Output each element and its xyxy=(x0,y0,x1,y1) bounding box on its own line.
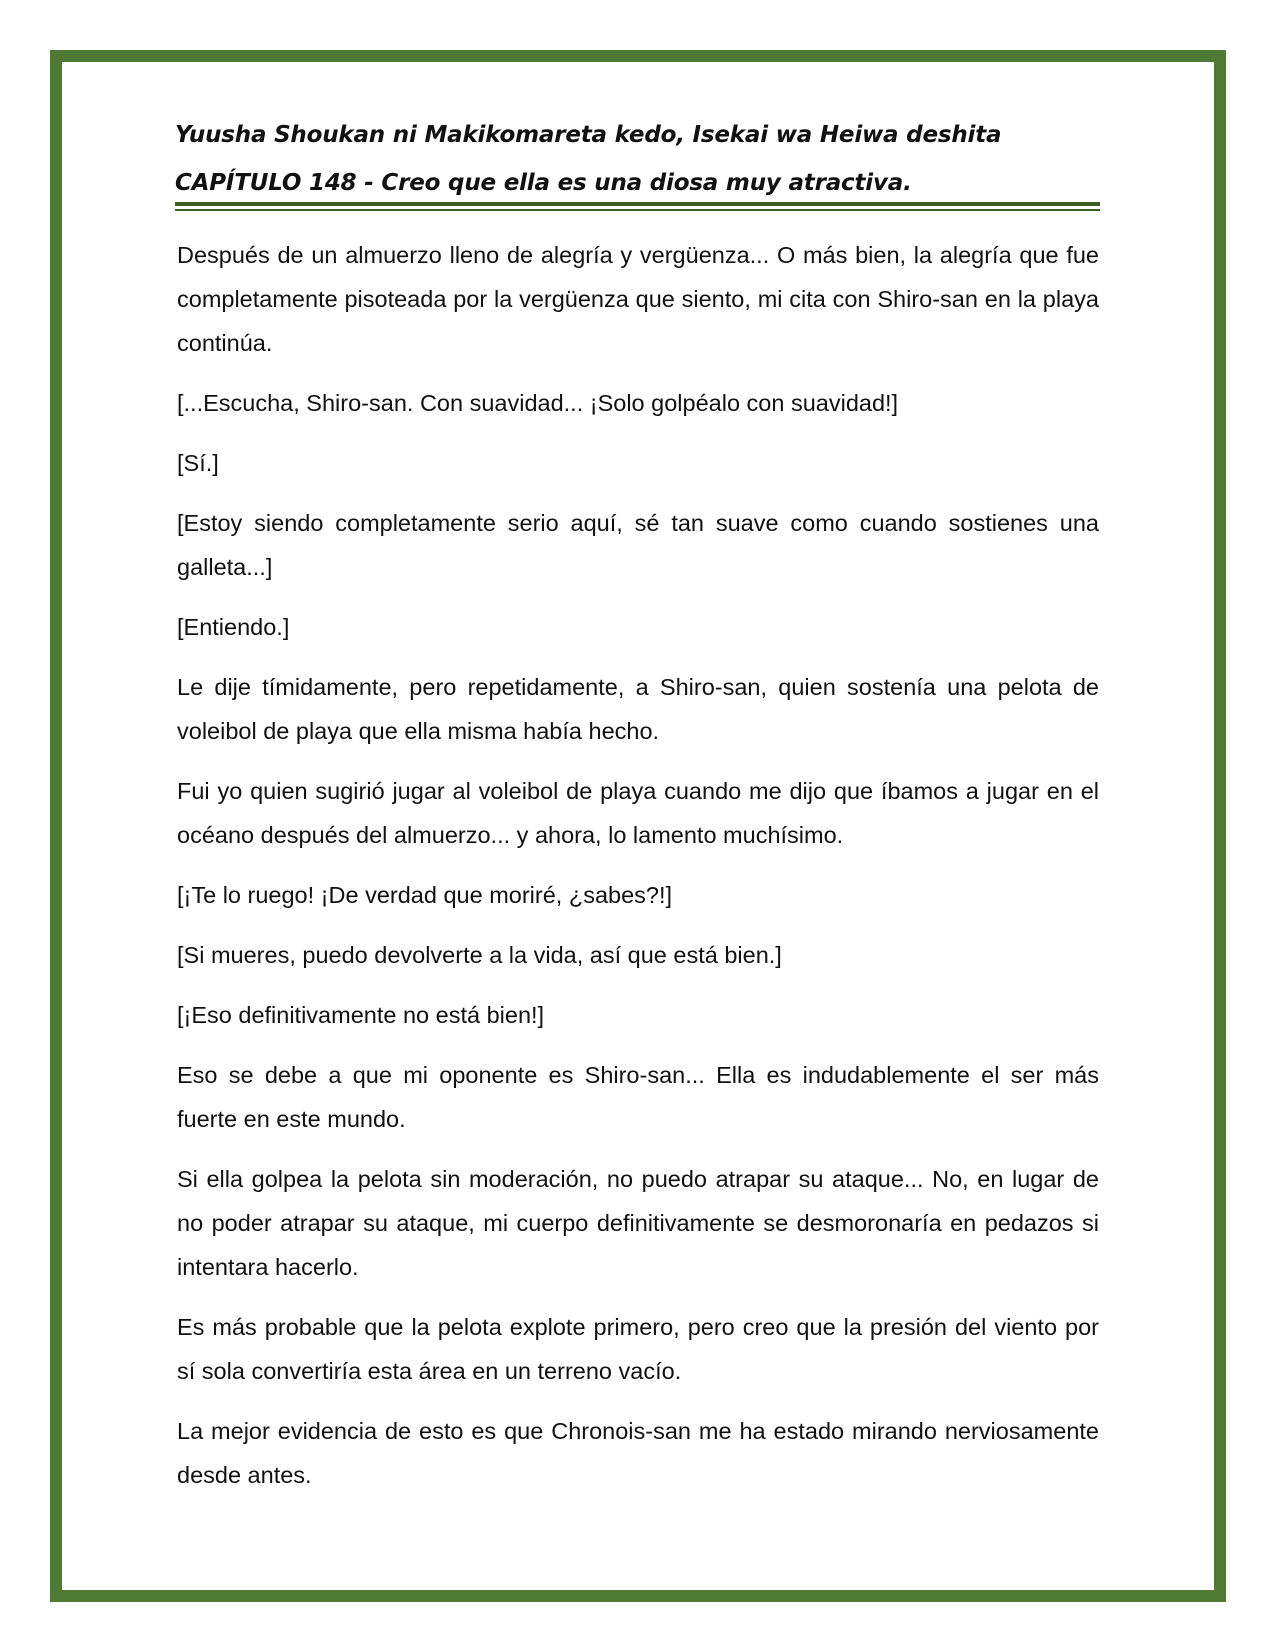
paragraph: Le dije tímidamente, pero repetidamente, a Shiro-san, quien sostenía una pelota de voleibol de playa que ella misma había hecho. xyxy=(177,674,1099,744)
paragraph: [...Escucha, Shiro-san. Con suavidad... ¡Solo golpéalo con suavidad!] xyxy=(177,390,899,416)
paragraph: [Estoy siendo completamente serio aquí, sé tan suave como cuando sostienes una galleta...] xyxy=(177,510,1099,580)
paragraph: La mejor evidencia de esto es que Chronois-san me ha estado mirando nerviosamente desde antes. xyxy=(177,1418,1099,1488)
paragraph: Eso se debe a que mi oponente es Shiro-san... Ella es indudablemente el ser más fuerte en este mundo. xyxy=(177,1062,1099,1132)
paragraph: Si ella golpea la pelota sin moderación, no puedo atrapar su ataque... No, en lugar de no poder atrapar su ataque, mi cuerpo definitivamente se desmoronaría en pedazos si intentara hacerlo. xyxy=(177,1166,1099,1280)
series-title: Yuusha Shoukan ni Makikomareta kedo, Isekai wa Heiwa deshita xyxy=(175,122,1002,148)
paragraph: [¡Eso definitivamente no está bien!] xyxy=(177,1002,545,1028)
paragraph: [Si mueres, puedo devolverte a la vida, así que está bien.] xyxy=(177,942,782,968)
paragraph: [¡Te lo ruego! ¡De verdad que moriré, ¿sabes?!] xyxy=(177,882,673,908)
chapter-body xyxy=(177,233,1099,1513)
paragraph: Después de un almuerzo lleno de alegría y vergüenza... O más bien, la alegría que fue completamente pisoteada por la vergüenza que siento, mi cita con Shiro-san en la playa continúa. xyxy=(177,242,1099,356)
paragraph: [Sí.] xyxy=(177,450,219,476)
document-header xyxy=(175,115,1100,211)
paragraph: [Entiendo.] xyxy=(177,614,290,640)
header-rule-thin xyxy=(175,209,1100,211)
paragraph: Fui yo quien sugirió jugar al voleibol de playa cuando me dijo que íbamos a jugar en el océano después del almuerzo... y ahora, lo lamento muchísimo. xyxy=(177,778,1099,848)
chapter-title: CAPÍTULO 148 - Creo que ella es una diosa muy atractiva. xyxy=(175,170,912,196)
header-rule-thick xyxy=(175,202,1100,206)
paragraph: Es más probable que la pelota explote primero, pero creo que la presión del viento por sí sola convertiría esta área en un terreno vacío. xyxy=(177,1314,1099,1384)
